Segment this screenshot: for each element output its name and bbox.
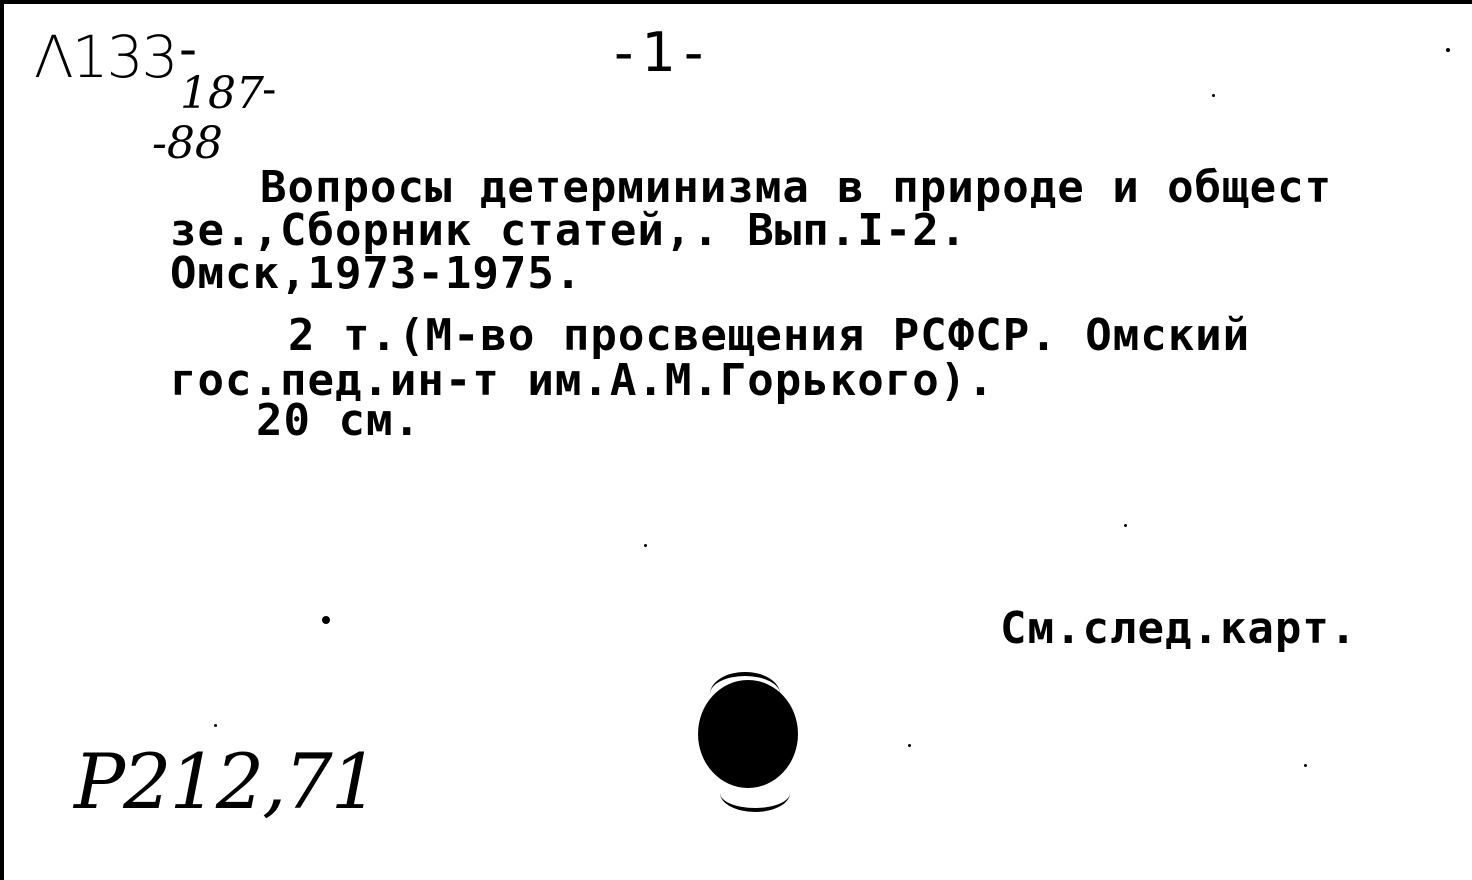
entry-line-collection: зе.,Сборник статей,. Вып.I-2. [170, 205, 968, 256]
punch-hole-rim-bottom [720, 774, 790, 812]
call-number-bottom: -88 [152, 118, 223, 169]
punch-hole [698, 680, 798, 788]
entry-line-size: 20 см. [256, 395, 421, 446]
shelf-mark: Р212,71 [74, 737, 378, 826]
see-next-card-note: См.след.карт. [1000, 603, 1358, 654]
dust-speck [1124, 524, 1127, 527]
dust-speck [1304, 764, 1307, 767]
dust-speck [322, 616, 330, 624]
dust-speck [644, 544, 647, 547]
dust-speck [1212, 94, 1215, 97]
call-number-top-dash: - [179, 20, 198, 78]
call-number-middle: 187 [180, 68, 264, 119]
dust-speck [1446, 48, 1450, 52]
entry-line-imprint: Омск,1973-1975. [170, 248, 583, 299]
entry-line-title: Вопросы детерминизма в природе и общест [260, 162, 1333, 213]
entry-line-volumes: 2 т.(М-во просвещения РСФСР. Омский [288, 310, 1251, 361]
call-number-top: Λ133 [34, 23, 177, 91]
page-number: -1- [614, 21, 712, 84]
call-number-middle-dash: - [262, 67, 277, 113]
dust-speck [214, 724, 217, 727]
dust-speck [908, 744, 911, 747]
entry-line-institution: гос.пед.ин-т им.А.М.Горького). [170, 355, 995, 406]
